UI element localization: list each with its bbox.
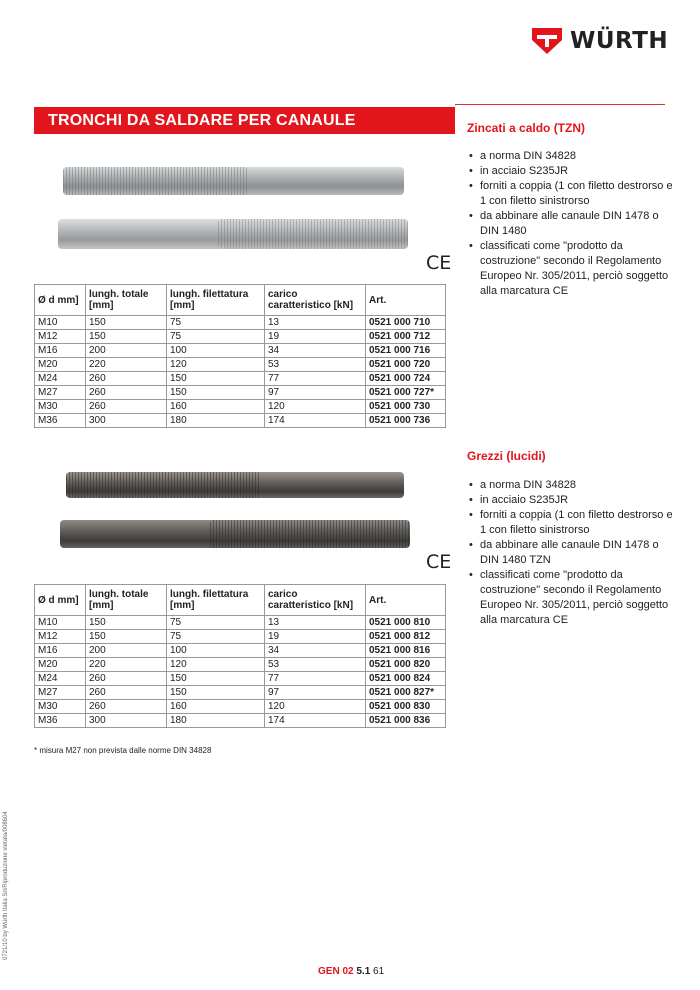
table-row xyxy=(35,644,446,658)
feature-list-galvanized xyxy=(467,149,677,299)
cell-thread: 160 xyxy=(167,700,265,714)
list-item: • in acciaio S235JR xyxy=(467,493,677,508)
cell-load: 13 xyxy=(265,616,366,630)
cell-thread: 75 xyxy=(167,330,265,344)
col-article: Art. xyxy=(366,585,446,616)
cell-article: 0521 000 720 xyxy=(366,358,446,372)
cell-load: 174 xyxy=(265,414,366,428)
cell-load: 53 xyxy=(265,658,366,672)
col-diameter: Ø d mm] xyxy=(35,585,86,616)
table-row xyxy=(35,630,446,644)
list-item: • classificati come "prodotto da costruzione" secondo il Regolamento Europeo Nr. 305/2011, perciò soggetto alla marcatura CE xyxy=(467,239,677,299)
col-thread-length: lungh. filettatura [mm] xyxy=(167,285,265,316)
table-row xyxy=(35,414,446,428)
cell-load: 19 xyxy=(265,630,366,644)
page-number: 61 xyxy=(373,966,385,977)
cell-total: 260 xyxy=(86,386,167,400)
table-row xyxy=(35,616,446,630)
cell-load: 120 xyxy=(265,700,366,714)
cell-thread: 180 xyxy=(167,714,265,728)
section-title-raw: Grezzi (lucidi) xyxy=(467,449,546,463)
table-row xyxy=(35,686,446,700)
col-article: Art. xyxy=(366,285,446,316)
cell-load: 77 xyxy=(265,372,366,386)
cell-load: 19 xyxy=(265,330,366,344)
cell-total: 150 xyxy=(86,616,167,630)
table-row xyxy=(35,344,446,358)
cell-thread: 150 xyxy=(167,386,265,400)
cell-diameter: M16 xyxy=(35,644,86,658)
cell-diameter: M36 xyxy=(35,714,86,728)
cell-total: 150 xyxy=(86,316,167,330)
cell-article: 0521 000 820 xyxy=(366,658,446,672)
cell-diameter: M10 xyxy=(35,616,86,630)
table-row xyxy=(35,714,446,728)
cell-article: 0521 000 812 xyxy=(366,630,446,644)
cell-article: 0521 000 824 xyxy=(366,672,446,686)
cell-total: 260 xyxy=(86,372,167,386)
cell-total: 260 xyxy=(86,686,167,700)
cell-total: 300 xyxy=(86,414,167,428)
cell-diameter: M27 xyxy=(35,686,86,700)
list-item: • forniti a coppia (1 con filetto destrorso e 1 con filetto sinistrorso xyxy=(467,179,677,209)
cell-article: 0521 000 827* xyxy=(366,686,446,700)
col-load: carico caratteristico [kN] xyxy=(265,285,366,316)
cell-article: 0521 000 716 xyxy=(366,344,446,358)
list-item: • classificati come "prodotto da costruzione" secondo il Regolamento Europeo Nr. 305/2011, perciò soggetto alla marcatura CE xyxy=(467,568,677,628)
ce-mark: CE xyxy=(426,252,452,274)
cell-article: 0521 000 710 xyxy=(366,316,446,330)
cell-load: 34 xyxy=(265,344,366,358)
col-diameter: Ø d mm] xyxy=(35,285,86,316)
wurth-logo xyxy=(530,26,668,56)
cell-diameter: M30 xyxy=(35,400,86,414)
page-footer xyxy=(318,966,384,977)
divider xyxy=(455,104,665,105)
cell-article: 0521 000 810 xyxy=(366,616,446,630)
cell-load: 77 xyxy=(265,672,366,686)
catalog-code: GEN 02 xyxy=(318,966,354,977)
cell-diameter: M36 xyxy=(35,414,86,428)
cell-article: 0521 000 836 xyxy=(366,714,446,728)
table-row xyxy=(35,400,446,414)
cell-load: 13 xyxy=(265,316,366,330)
ce-mark: CE xyxy=(426,551,452,573)
cell-diameter: M27 xyxy=(35,386,86,400)
footnote: * misura M27 non prevista dalle norme DIN 34828 xyxy=(34,746,212,755)
cell-diameter: M12 xyxy=(35,630,86,644)
cell-thread: 120 xyxy=(167,658,265,672)
section-title-galvanized: Zincati a caldo (TZN) xyxy=(467,121,586,135)
table-row xyxy=(35,700,446,714)
table-row xyxy=(35,386,446,400)
section-number: 5.1 xyxy=(356,966,371,977)
cell-diameter: M30 xyxy=(35,700,86,714)
cell-diameter: M12 xyxy=(35,330,86,344)
cell-thread: 75 xyxy=(167,630,265,644)
cell-thread: 75 xyxy=(167,616,265,630)
list-item: • a norma DIN 34828 xyxy=(467,478,677,493)
cell-article: 0521 000 712 xyxy=(366,330,446,344)
page-title: TRONCHI DA SALDARE PER CANAULE xyxy=(34,107,455,134)
cell-load: 97 xyxy=(265,386,366,400)
cell-diameter: M20 xyxy=(35,658,86,672)
cell-total: 200 xyxy=(86,644,167,658)
copyright-side-text: 0721/10 by Würth Italia Srl/Riproduzione vietata/008604 xyxy=(3,811,9,960)
table-row xyxy=(35,672,446,686)
cell-diameter: M10 xyxy=(35,316,86,330)
col-load: carico caratteristico [kN] xyxy=(265,585,366,616)
cell-article: 0521 000 727* xyxy=(366,386,446,400)
cell-article: 0521 000 730 xyxy=(366,400,446,414)
cell-load: 120 xyxy=(265,400,366,414)
col-total-length: lungh. totale [mm] xyxy=(86,585,167,616)
cell-load: 53 xyxy=(265,358,366,372)
cell-diameter: M24 xyxy=(35,672,86,686)
table-row xyxy=(35,658,446,672)
col-total-length: lungh. totale [mm] xyxy=(86,285,167,316)
cell-total: 200 xyxy=(86,344,167,358)
cell-thread: 150 xyxy=(167,672,265,686)
cell-diameter: M24 xyxy=(35,372,86,386)
table-header-row xyxy=(35,285,446,316)
list-item: • forniti a coppia (1 con filetto destrorso e 1 con filetto sinistrorso xyxy=(467,508,677,538)
list-item: • in acciaio S235JR xyxy=(467,164,677,179)
cell-article: 0521 000 830 xyxy=(366,700,446,714)
cell-thread: 120 xyxy=(167,358,265,372)
spec-table-galvanized xyxy=(34,284,446,428)
cell-thread: 100 xyxy=(167,344,265,358)
galvanized-rod-thread xyxy=(63,167,248,195)
raw-rod-thread xyxy=(210,520,410,548)
table-row xyxy=(35,358,446,372)
cell-diameter: M20 xyxy=(35,358,86,372)
cell-total: 220 xyxy=(86,358,167,372)
cell-thread: 180 xyxy=(167,414,265,428)
cell-total: 220 xyxy=(86,658,167,672)
raw-rod-thread xyxy=(66,472,261,498)
cell-thread: 160 xyxy=(167,400,265,414)
col-thread-length: lungh. filettatura [mm] xyxy=(167,585,265,616)
cell-total: 300 xyxy=(86,714,167,728)
cell-thread: 150 xyxy=(167,372,265,386)
feature-list-raw xyxy=(467,478,677,628)
cell-article: 0521 000 816 xyxy=(366,644,446,658)
cell-article: 0521 000 736 xyxy=(366,414,446,428)
cell-thread: 100 xyxy=(167,644,265,658)
table-row xyxy=(35,372,446,386)
cell-load: 97 xyxy=(265,686,366,700)
cell-thread: 75 xyxy=(167,316,265,330)
cell-total: 260 xyxy=(86,672,167,686)
cell-load: 174 xyxy=(265,714,366,728)
spec-table-raw xyxy=(34,584,446,728)
list-item: • a norma DIN 34828 xyxy=(467,149,677,164)
cell-total: 150 xyxy=(86,630,167,644)
cell-article: 0521 000 724 xyxy=(366,372,446,386)
cell-total: 260 xyxy=(86,400,167,414)
cell-total: 150 xyxy=(86,330,167,344)
table-row xyxy=(35,330,446,344)
table-row xyxy=(35,316,446,330)
cell-thread: 150 xyxy=(167,686,265,700)
brand-name: WÜRTH xyxy=(570,28,669,54)
cell-total: 260 xyxy=(86,700,167,714)
galvanized-rod-thread xyxy=(218,219,408,249)
list-item: • da abbinare alle canaule DIN 1478 o DIN 1480 TZN xyxy=(467,538,677,568)
cell-load: 34 xyxy=(265,644,366,658)
wurth-logo-icon xyxy=(530,26,564,56)
cell-diameter: M16 xyxy=(35,344,86,358)
table-header-row xyxy=(35,585,446,616)
list-item: • da abbinare alle canaule DIN 1478 o DIN 1480 xyxy=(467,209,677,239)
